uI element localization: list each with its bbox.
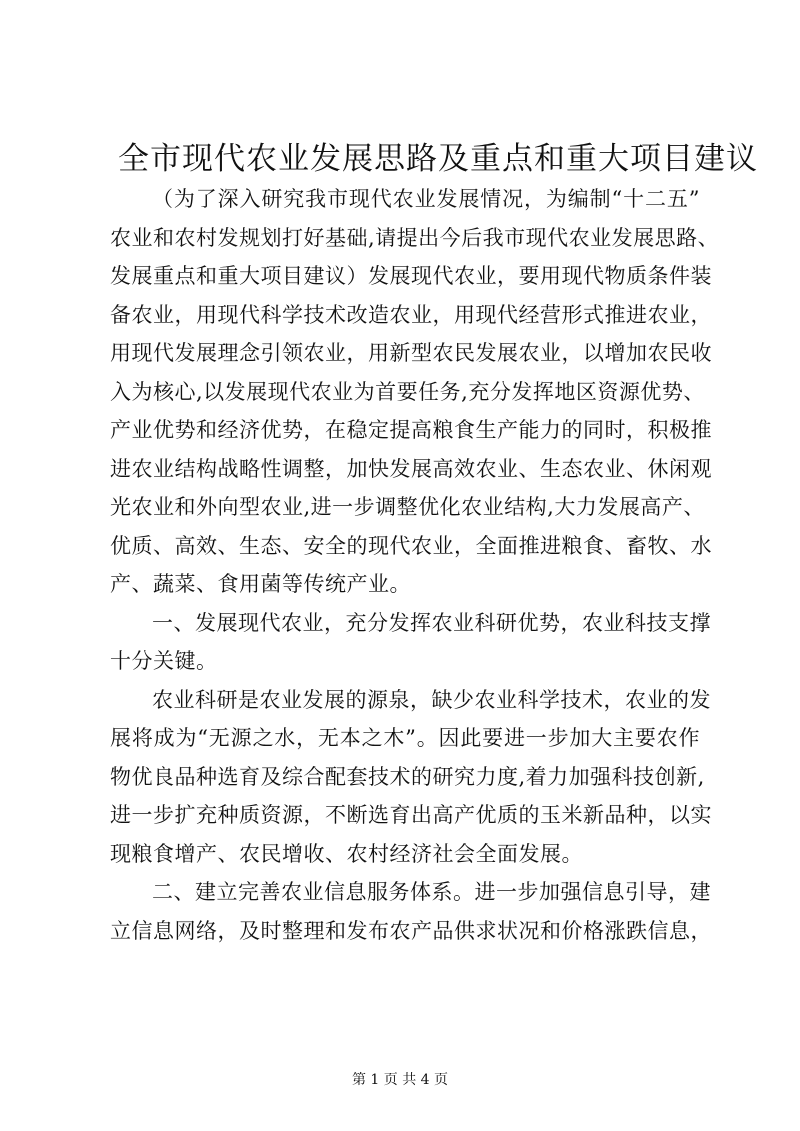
body-line: 农业科研是农业发展的源泉，缺少农业科学技术，农业的发 <box>152 687 711 712</box>
body-line: 物优良品种选育及综合配套技术的研究力度,着力加强科技创新, <box>110 764 705 789</box>
body-line: 立信息网络，及时整理和发布农产品供求状况和价格涨跌信息， <box>110 918 712 943</box>
document-title: 全市现代农业发展思路及重点和重大项目建议 <box>118 141 758 177</box>
body-line: 产业优势和经济优势，在稳定提高粮食生产能力的同时，积极推 <box>110 418 712 442</box>
body-line: 备农业，用现代科学技术改造农业，用现代经营形式推进农业， <box>110 302 712 327</box>
body-line: 用现代发展理念引领农业，用新型农民发展农业，以增加农民收 <box>110 341 712 365</box>
body-line: 光农业和外向型农业,进一步调整优化农业结构,大力发展高产、 <box>110 495 705 519</box>
body-line: 进农业结构战略性调整，加快发展高效农业、生态农业、休闲观 <box>110 456 712 481</box>
section-heading-line: 一、发展现代农业，充分发挥农业科研优势，农业科技支撑 <box>152 610 711 635</box>
body-line: 优质、高效、生态、安全的现代农业，全面推进粮食、畜牧、水 <box>110 533 712 558</box>
body-line: 农业和农村发规划打好基础,请提出今后我市现代农业发展思路、 <box>110 225 720 250</box>
body-line: 产、蔬菜、食用菌等传统产业。 <box>110 572 411 596</box>
body-line: （为了深入研究我市现代农业发展情况，为编制“十二五” <box>152 187 700 211</box>
body-line: 入为核心,以发展现代农业为首要任务,充分发挥地区资源优势、 <box>110 379 705 404</box>
body-line: 现粮食增产、农民增收、农村经济社会全面发展。 <box>110 841 583 866</box>
page-number: 第 1 页 共 4 页 <box>351 1072 449 1088</box>
body-line: 发展重点和重大项目建议）发展现代农业，要用现代物质条件装 <box>110 264 712 288</box>
body-line: 展将成为“无源之水，无本之木”。因此要进一步加大主要农作 <box>110 726 700 750</box>
section-heading-line: 十分关键。 <box>110 649 218 673</box>
body-line: 进一步扩充种质资源，不断选育出高产优质的玉米新品种，以实 <box>110 803 712 827</box>
document-body <box>110 180 720 950</box>
section-heading-line: 二、建立完善农业信息服务体系。进一步加强信息引导，建 <box>152 880 711 904</box>
